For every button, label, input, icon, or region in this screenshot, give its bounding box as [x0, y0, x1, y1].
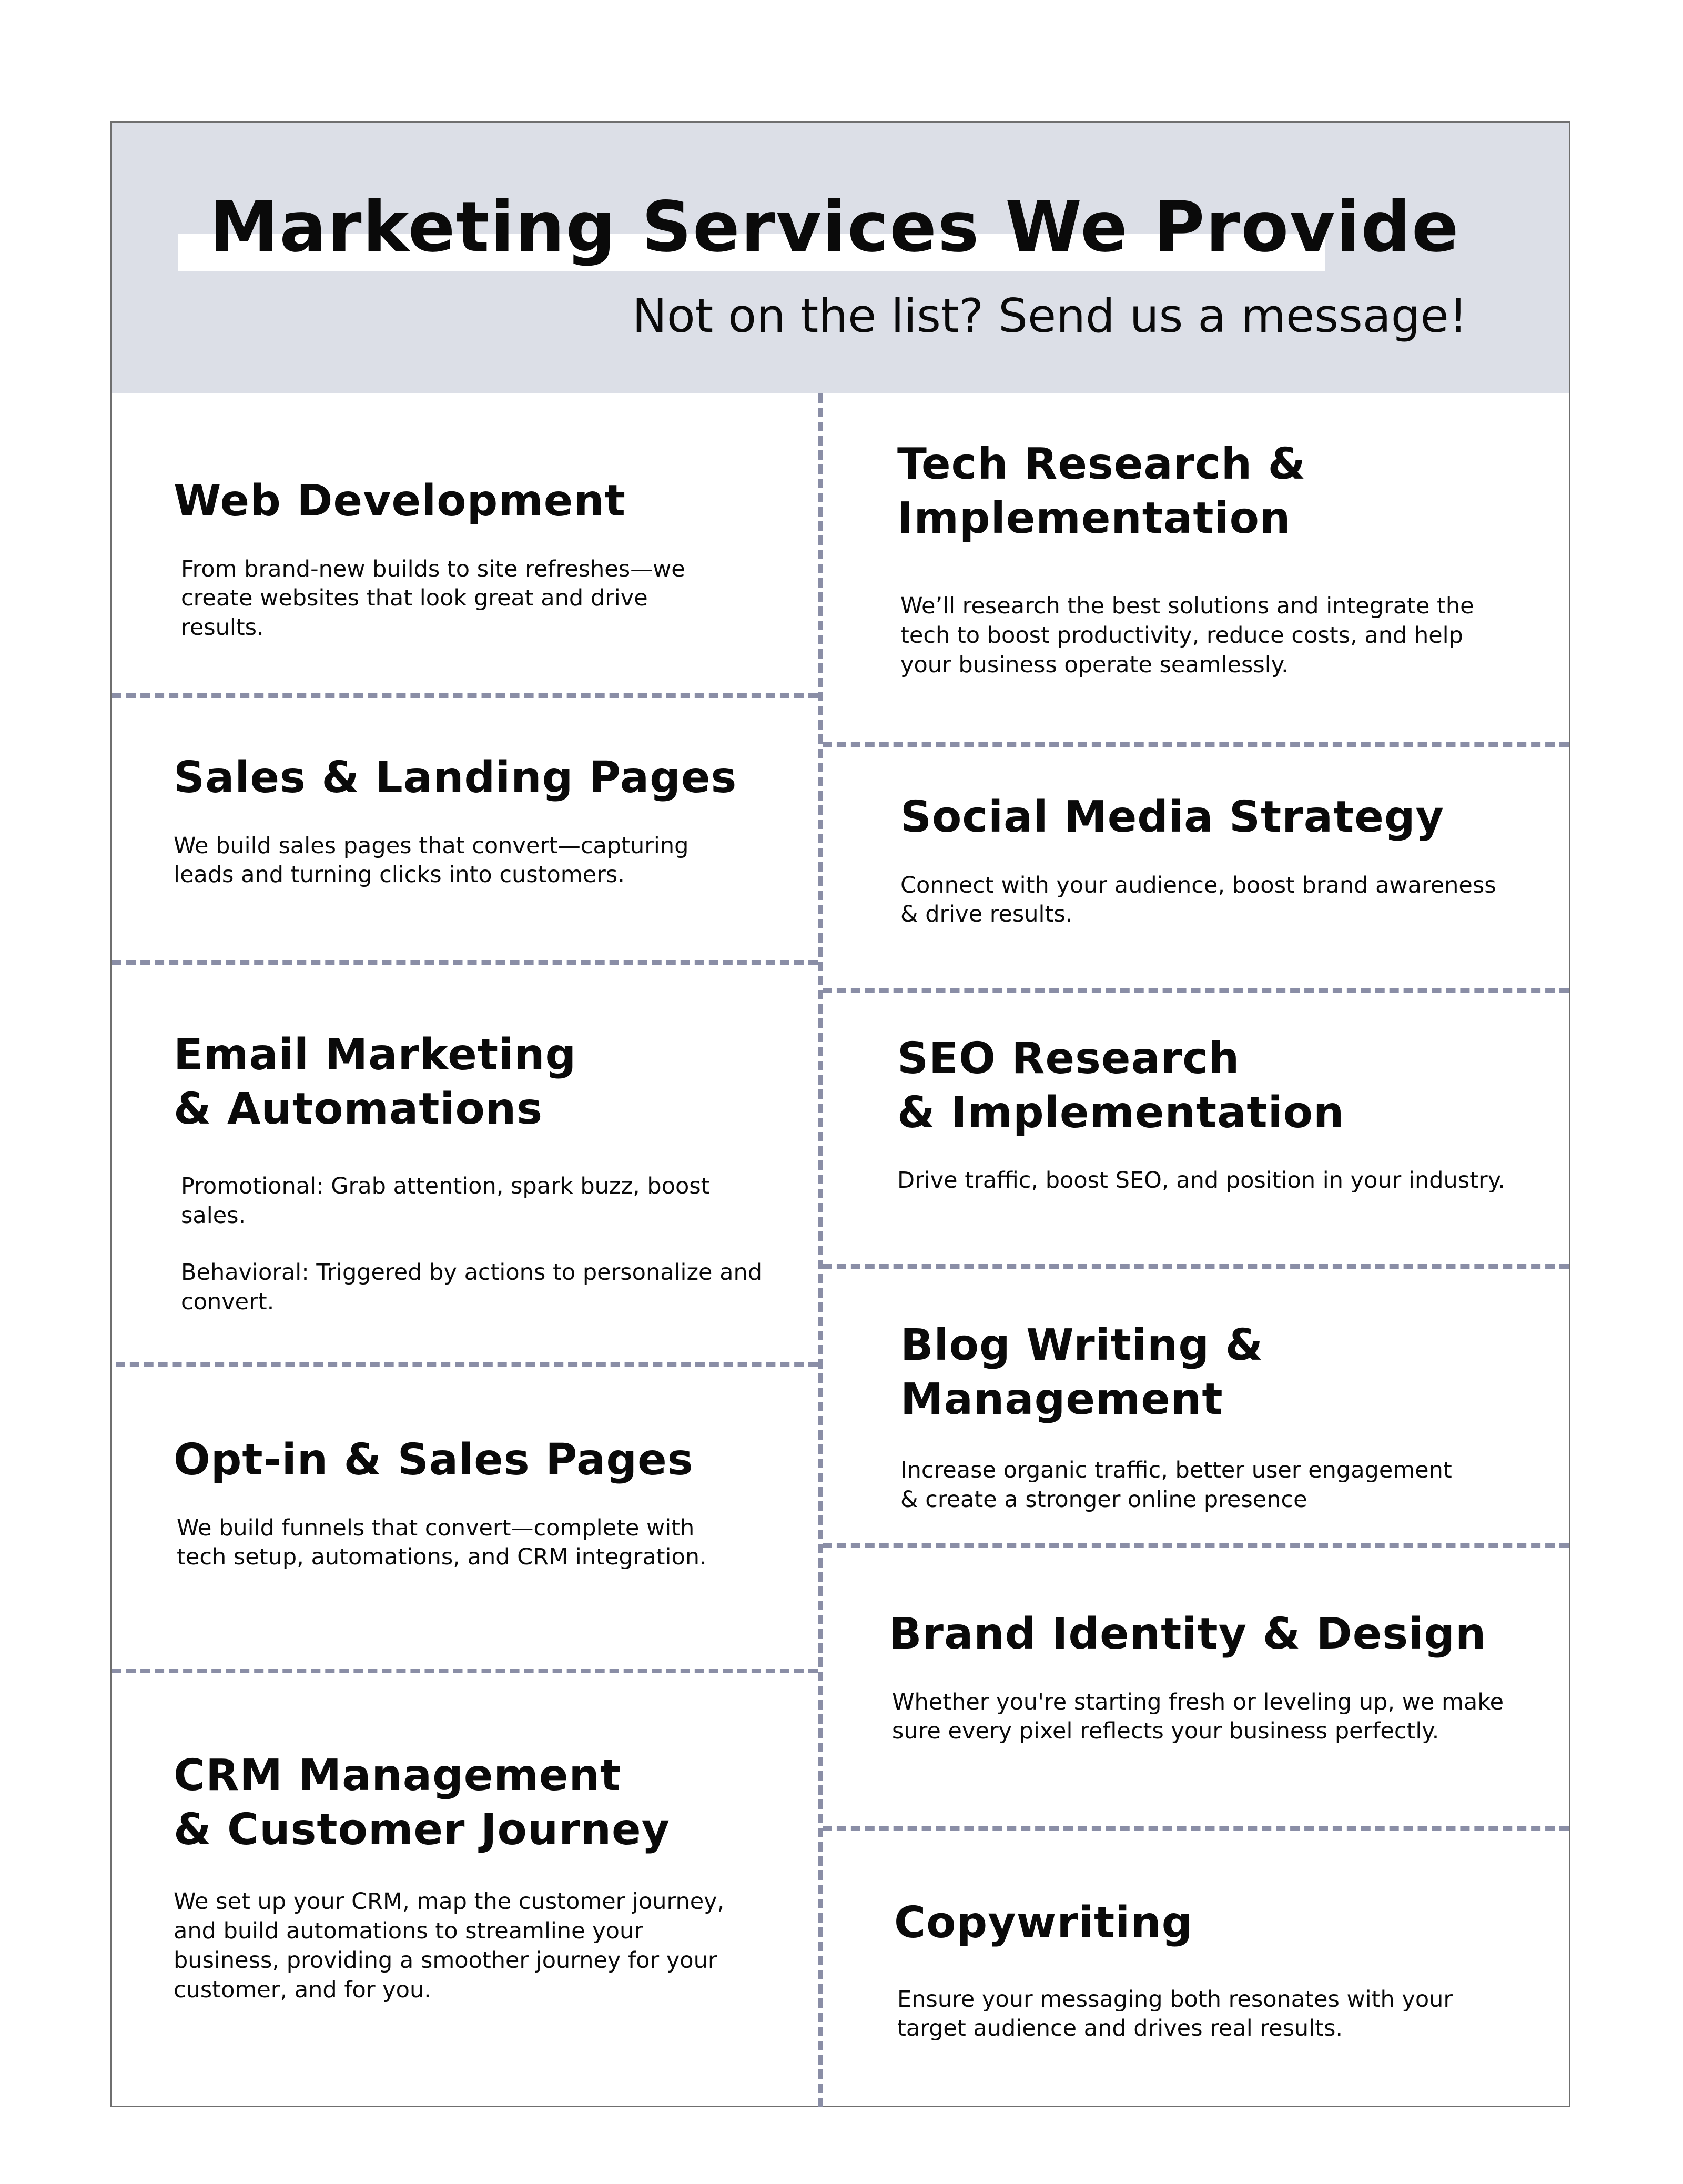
service-card-opt-in-sales-pages [174, 1433, 794, 1572]
service-card-email-marketing [174, 1028, 794, 1317]
service-description: Drive traffic, boost SEO, and position in your industry. [897, 1167, 1505, 1194]
row-divider [112, 693, 818, 698]
service-description: We build sales pages that convert—capturing leads and turning clicks into customers. [174, 832, 689, 888]
service-description: We build funnels that convert—complete with tech setup, automations, and CRM integration. [177, 1514, 707, 1571]
service-card-tech-research [897, 438, 1549, 680]
row-divider [823, 1264, 1569, 1269]
page-subtitle: Not on the list? Send us a message! [632, 289, 1467, 343]
service-title: Web Development [174, 476, 626, 526]
service-description: Increase organic traffic, better user engagement & create a stronger online presence [900, 1457, 1452, 1513]
service-description: Whether you're starting fresh or leveling up, we make sure every pixel reflects your business perfectly. [892, 1688, 1504, 1745]
row-divider [823, 1826, 1569, 1831]
service-title: Brand Identity & Design [889, 1609, 1487, 1659]
service-card-brand-identity [889, 1607, 1552, 1746]
service-description: Behavioral: Triggered by actions to personalize and convert. [181, 1259, 763, 1315]
service-card-copywriting [894, 1896, 1546, 2044]
page-title: Marketing Services We Provide [209, 187, 1460, 268]
service-title: Social Media Strategy [900, 792, 1444, 842]
service-card-sales-landing-pages [174, 751, 794, 890]
service-title: Copywriting [894, 1898, 1193, 1948]
service-description: We’ll research the best solutions and integrate the tech to boost productivity, reduce costs, and help your business operate seamlessly. [900, 593, 1474, 678]
service-title: CRM Management & Customer Journey [174, 1751, 671, 1855]
service-description: Promotional: Grab attention, spark buzz, boost sales. [181, 1173, 710, 1229]
service-title: Blog Writing & Management [900, 1320, 1264, 1424]
service-card-crm-management [174, 1749, 794, 2005]
row-divider [112, 1669, 818, 1673]
row-divider [823, 742, 1569, 747]
service-card-web-development [174, 474, 794, 643]
service-title: Email Marketing & Automations [174, 1030, 577, 1134]
service-title: Sales & Landing Pages [174, 753, 737, 803]
row-divider [116, 1362, 818, 1367]
column-divider [818, 393, 823, 2107]
row-divider [823, 1543, 1569, 1548]
service-description: Ensure your messaging both resonates with your target audience and drives real results. [897, 1986, 1453, 2042]
service-card-social-media-strategy [900, 791, 1553, 929]
service-title: Tech Research & Implementation [897, 439, 1306, 543]
row-divider [823, 988, 1569, 993]
row-divider [112, 960, 818, 965]
service-title: SEO Research & Implementation [897, 1034, 1345, 1138]
service-card-blog-writing [900, 1319, 1553, 1515]
service-description: From brand-new builds to site refreshes—we create websites that look great and drive results. [181, 555, 685, 641]
service-title: Opt-in & Sales Pages [174, 1435, 694, 1485]
service-description: We set up your CRM, map the customer journey, and build automations to streamline your business, providing a smoother journey for your customer, and for you. [174, 1888, 725, 2003]
service-card-seo-research [897, 1032, 1549, 1196]
service-description: Connect with your audience, boost brand awareness & drive results. [900, 872, 1496, 928]
